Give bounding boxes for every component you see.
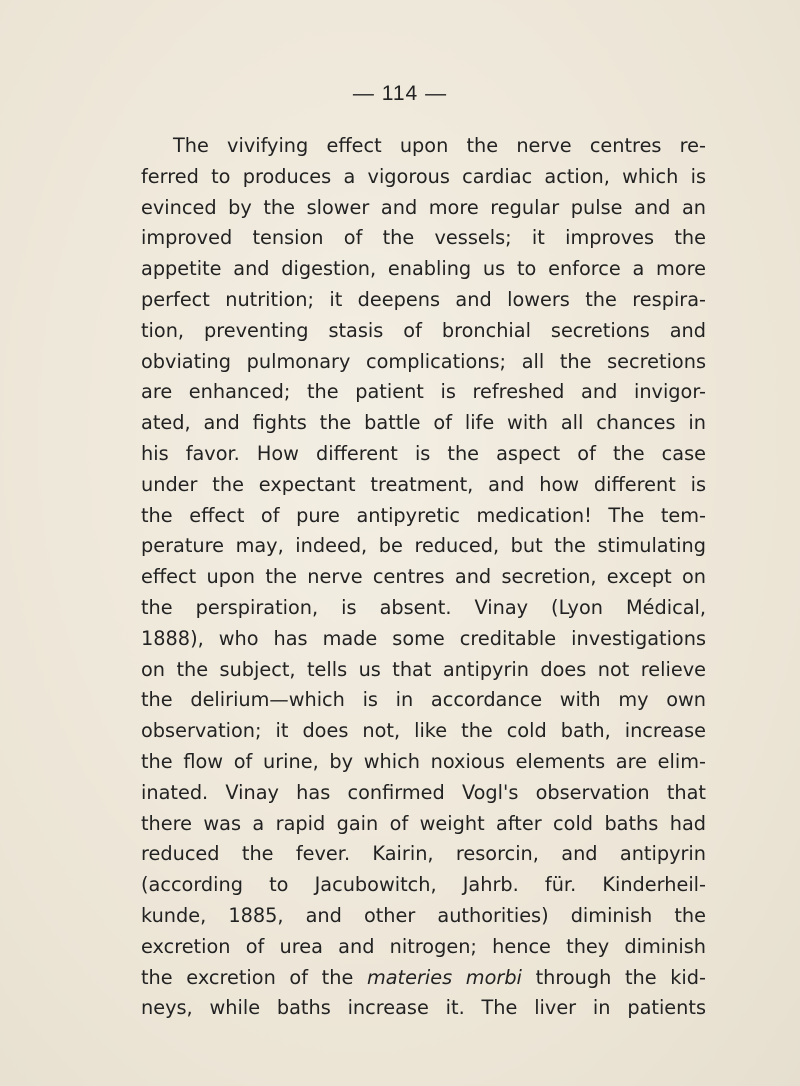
body-text <box>141 131 706 1024</box>
text-line: The vivifying effect upon the nerve centres re- <box>173 134 706 157</box>
text-line: evinced by the slower and more regular pulse and an <box>141 195 706 219</box>
text-line: excretion of urea and nitrogen; hence they diminish <box>141 934 706 958</box>
text-line: under the expectant treatment, and how different is <box>141 472 706 496</box>
text-line: perfect nutrition; it deepens and lowers the respira- <box>141 287 706 311</box>
text-line: the perspiration, is absent. Vinay (Lyon Médical, <box>141 595 706 619</box>
text-line: obviating pulmonary complications; all the secretions <box>141 349 706 373</box>
text-line: inated. Vinay has confirmed Vogl's observation that <box>141 780 706 804</box>
text-line: perature may, indeed, be reduced, but the stimulating <box>141 534 706 558</box>
text-line: effect upon the nerve centres and secretion, except on <box>141 565 706 589</box>
text-line: improved tension of the vessels; it improves the <box>141 226 706 250</box>
text-line: the effect of pure antipyretic medication! The tem- <box>141 503 706 527</box>
text-line: observation; it does not, like the cold bath, increase <box>141 719 706 743</box>
text-line: on the subject, tells us that antipyrin does not relieve <box>141 657 706 681</box>
text-line: the flow of urine, by which noxious elements are elim- <box>141 749 706 773</box>
text-line: there was a rapid gain of weight after cold baths had <box>141 811 706 835</box>
text-line: 1888), who has made some creditable investigations <box>141 626 706 650</box>
text-line: tion, preventing stasis of bronchial secretions and <box>141 318 706 342</box>
text-segment: through the kid- <box>521 965 706 989</box>
text-line: (according to Jacubowitch, Jahrb. für. Kinderheil- <box>141 873 706 897</box>
text-line-with-italic <box>141 963 706 994</box>
text-line: appetite and digestion, enabling us to enforce a more <box>141 257 706 281</box>
text-line: ated, and fights the battle of life with all chances in <box>141 411 706 435</box>
text-line: the delirium—which is in accordance with my own <box>141 688 706 712</box>
text-line: neys, while baths increase it. The liver in patients <box>141 996 706 1020</box>
text-line: are enhanced; the patient is refreshed and invigor- <box>141 380 706 404</box>
text-line: kunde, 1885, and other authorities) diminish the <box>141 903 706 927</box>
page-number: — 114 — <box>352 82 448 105</box>
text-line: his favor. How different is the aspect of the case <box>141 441 706 465</box>
italic-latin-phrase: materies morbi <box>366 965 522 989</box>
text-line: ferred to produces a vigorous cardiac action, which is <box>141 164 706 188</box>
text-line: reduced the fever. Kairin, resorcin, and antipyrin <box>141 842 706 866</box>
text-segment: the excretion of the <box>141 965 367 989</box>
